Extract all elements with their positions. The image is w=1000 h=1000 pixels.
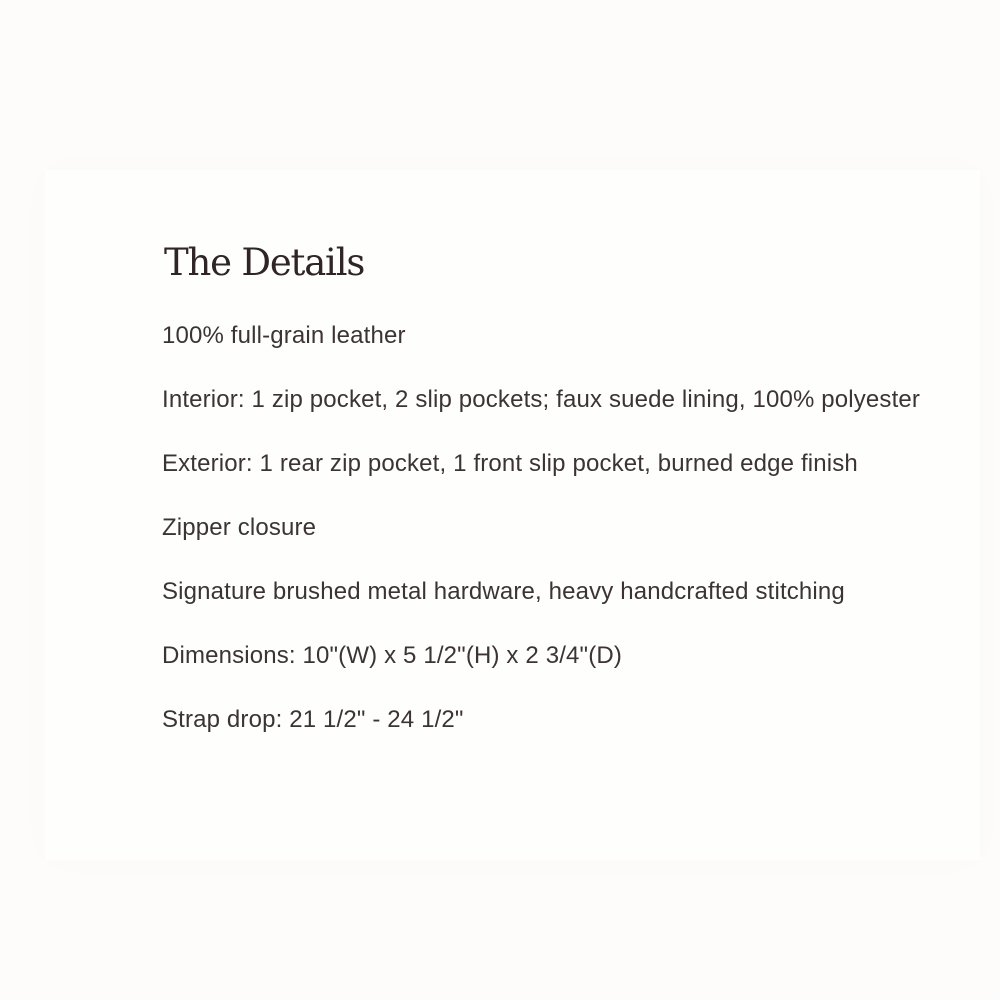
detail-material: 100% full-grain leather <box>162 322 406 349</box>
detail-hardware: Signature brushed metal hardware, heavy handcrafted stitching <box>162 578 845 605</box>
detail-strap-drop: Strap drop: 21 1/2" - 24 1/2" <box>162 706 464 733</box>
detail-dimensions: Dimensions: 10"(W) x 5 1/2"(H) x 2 3/4"(D) <box>162 642 622 669</box>
detail-interior: Interior: 1 zip pocket, 2 slip pockets; faux suede lining, 100% polyester <box>162 386 921 413</box>
details-list <box>162 318 962 766</box>
detail-exterior: Exterior: 1 rear zip pocket, 1 front slip pocket, burned edge finish <box>162 450 858 477</box>
detail-closure: Zipper closure <box>162 514 317 541</box>
details-title: The Details <box>164 241 365 284</box>
